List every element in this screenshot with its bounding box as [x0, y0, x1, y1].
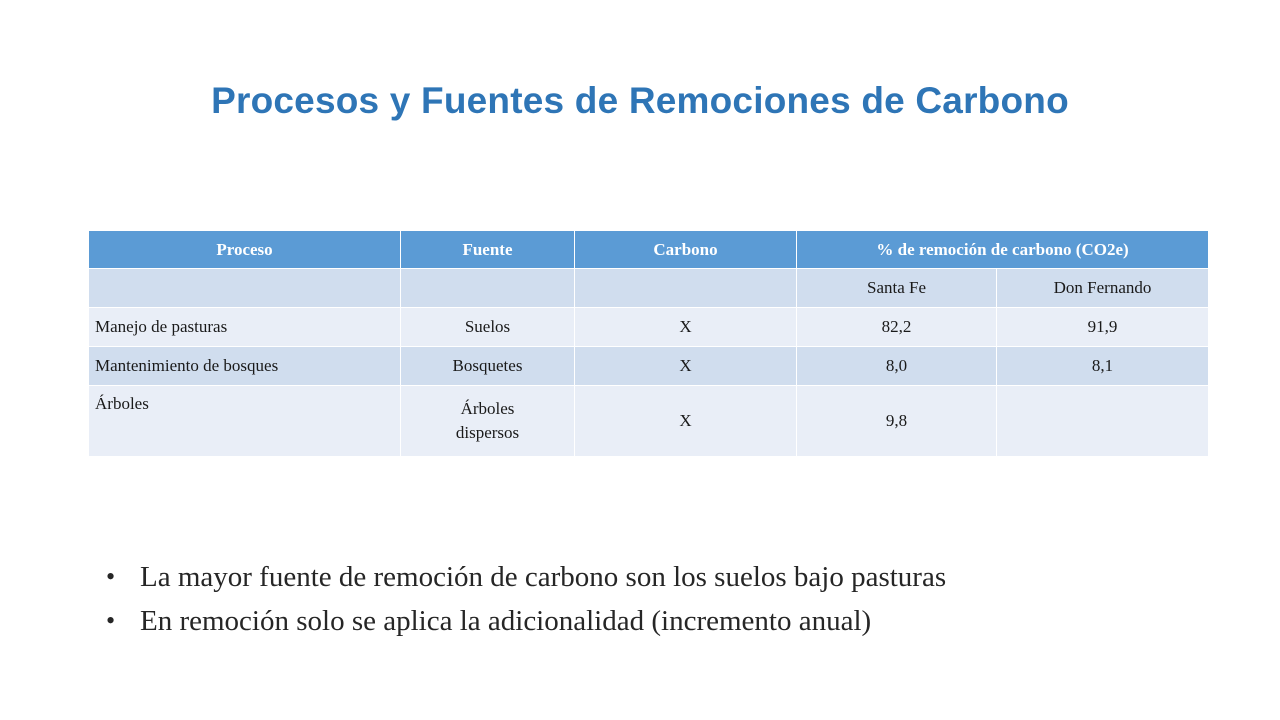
cell-proceso: Árboles [89, 386, 401, 457]
header-removal-percentage: % de remoción de carbono (CO2e) [797, 231, 1209, 269]
cell-proceso: Manejo de pasturas [89, 308, 401, 347]
subheader-cell [575, 269, 797, 308]
bullet-icon: • [106, 562, 116, 591]
bullet-icon: • [106, 606, 116, 635]
subheader-santa-fe: Santa Fe [797, 269, 997, 308]
cell-don-fernando [997, 386, 1209, 457]
bullet-item [100, 555, 946, 599]
table-row [89, 347, 1209, 386]
cell-don-fernando: 8,1 [997, 347, 1209, 386]
cell-carbono: X [575, 386, 797, 457]
slide-title: Procesos y Fuentes de Remociones de Carbono [211, 80, 1069, 121]
cell-santa-fe: 8,0 [797, 347, 997, 386]
cell-don-fernando: 91,9 [997, 308, 1209, 347]
cell-carbono: X [575, 347, 797, 386]
bullet-item [100, 599, 946, 643]
cell-fuente: Árboles dispersos [401, 386, 575, 457]
bullet-text: En remoción solo se aplica la adicionalidad (incremento anual) [140, 605, 872, 637]
cell-carbono: X [575, 308, 797, 347]
table-row [89, 308, 1209, 347]
table-subheader-row [89, 269, 1209, 308]
cell-proceso: Mantenimiento de bosques [89, 347, 401, 386]
bullet-text: La mayor fuente de remoción de carbono son los suelos bajo pasturas [140, 561, 947, 593]
cell-fuente: Suelos [401, 308, 575, 347]
cell-fuente: Bosquetes [401, 347, 575, 386]
header-carbono: Carbono [575, 231, 797, 269]
bullet-list [100, 555, 946, 643]
header-fuente: Fuente [401, 231, 575, 269]
cell-santa-fe: 82,2 [797, 308, 997, 347]
carbon-removal-table [88, 230, 1209, 457]
table-header-row [89, 231, 1209, 269]
header-proceso: Proceso [89, 231, 401, 269]
cell-santa-fe: 9,8 [797, 386, 997, 457]
subheader-cell [89, 269, 401, 308]
subheader-don-fernando: Don Fernando [997, 269, 1209, 308]
subheader-cell [401, 269, 575, 308]
table-row [89, 386, 1209, 457]
